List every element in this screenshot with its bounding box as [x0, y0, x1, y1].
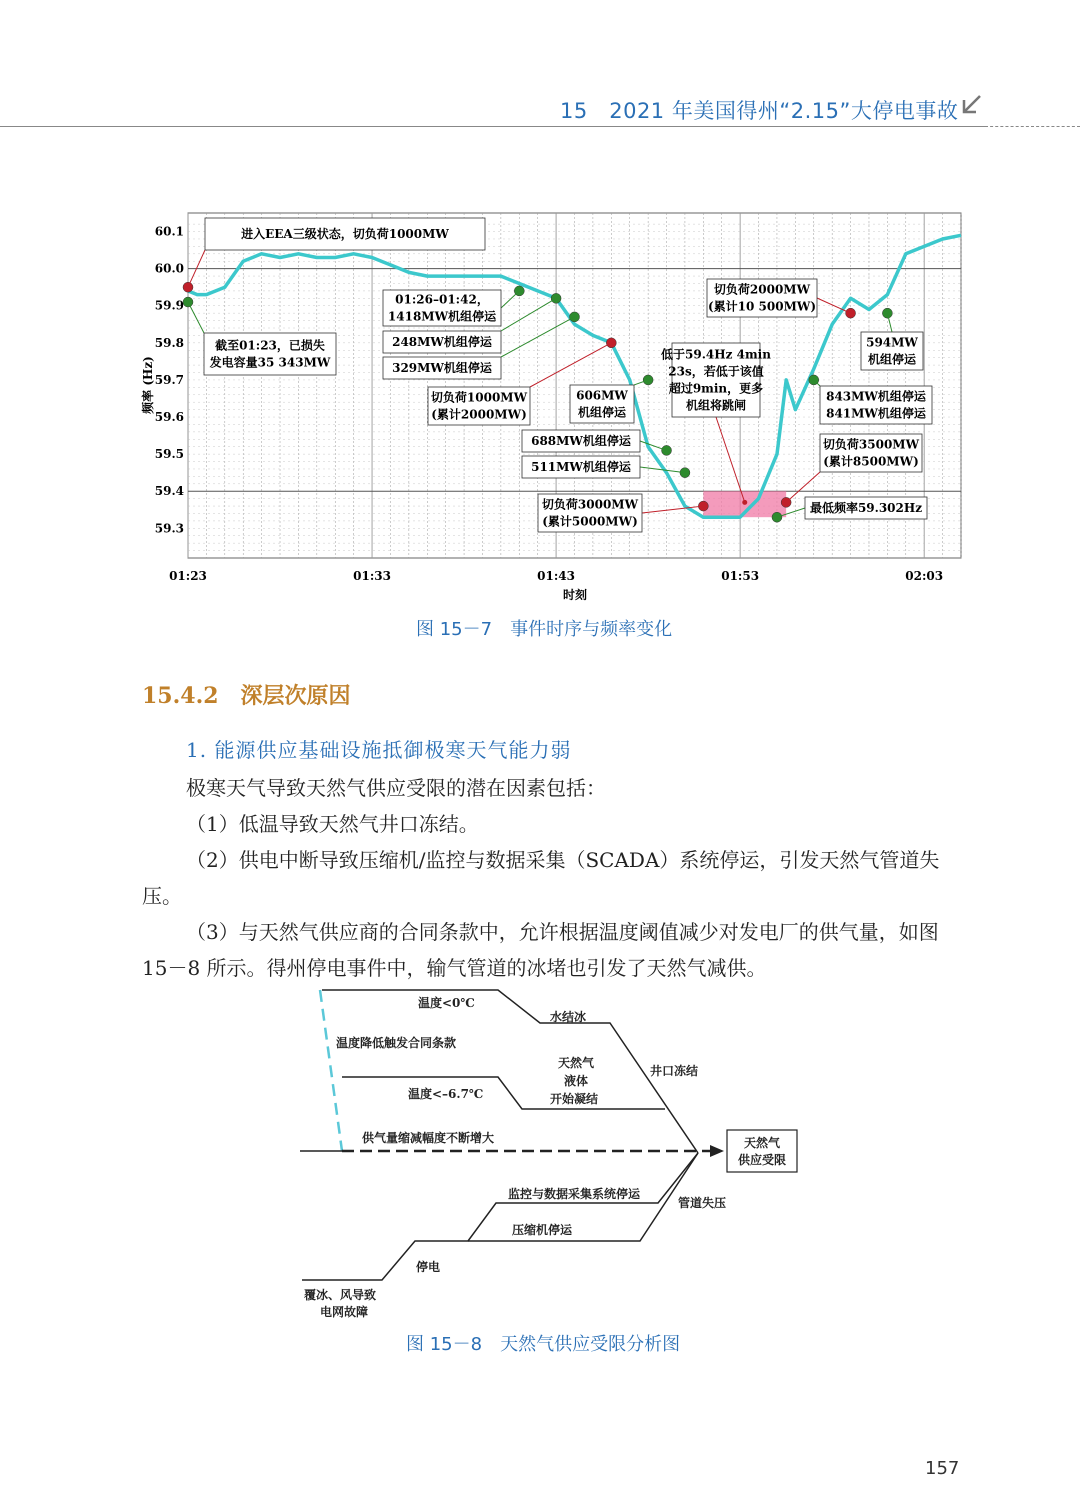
label-temp-below-6-7: 温度<–6.7℃: [408, 1087, 484, 1101]
label-icing-1: 覆冰、风导致: [304, 1288, 377, 1302]
temp67-path: [342, 1077, 665, 1109]
label-wellhead-freeze: 井口冻结: [650, 1064, 699, 1078]
y-tick-label: 59.5: [154, 447, 184, 462]
page-number: 157: [925, 1458, 960, 1479]
x-axis-ticks: [169, 569, 943, 583]
label-pipeline-pressure-loss: 管道失压: [678, 1196, 727, 1210]
header-rule-dashed: [985, 126, 1080, 127]
annotation-text: 23s，若低于该值: [668, 364, 764, 379]
annotation-text: 688MW机组停运: [531, 434, 631, 448]
x-tick-label: 02:03: [905, 569, 944, 583]
figure-caption-15-8: 图 15－8 天然气供应受限分析图: [406, 1334, 681, 1355]
annotation-text: 248MW机组停运: [392, 335, 492, 349]
y-tick-label: 60.0: [154, 261, 184, 276]
y-axis-label: 频率 (Hz): [141, 356, 155, 414]
label-water-freeze: 水结冰: [550, 1010, 587, 1024]
outage-path: [302, 1153, 698, 1280]
annotation-text: (累计5000MW): [542, 514, 638, 529]
x-tick-label: 01:23: [169, 569, 207, 583]
arrow-down-left-icon: [958, 92, 984, 118]
label-temp-below-0: 温度<0℃: [418, 996, 475, 1010]
annotation-text: 329MW机组停运: [392, 361, 492, 375]
annotation-text: (累计2000MW): [431, 407, 527, 422]
y-tick-label: 59.9: [154, 298, 184, 313]
y-tick-label: 59.8: [154, 335, 184, 350]
annotation-text: 843MW机组停运: [826, 389, 926, 404]
y-tick-label: 59.3: [154, 521, 184, 536]
paragraph: （3）与天然气供应商的合同条款中，允许根据温度阈值减少对发电厂的供气量，如图 15－8 所示。得州停电事件中，输气管道的冰堵也引发了天然气减供。: [142, 920, 939, 980]
annotation-text: 606MW: [576, 388, 628, 403]
temp-path: [322, 990, 698, 1153]
annotation-text: 511MW机组停运: [531, 460, 631, 474]
label-result-2: 供应受限: [737, 1153, 787, 1167]
figure-caption-15-7: 图 15－7 事件时序与频率变化: [416, 619, 673, 640]
y-tick-label: 59.6: [154, 410, 184, 425]
paragraph: （2）供电中断导致压缩机/监控与数据采集（SCADA）系统停运，引发天然气管道失压。: [142, 848, 940, 908]
annotation-text: 低于59.4Hz 4min: [661, 347, 771, 362]
paragraph: 极寒天气导致天然气供应受限的潜在因素包括：: [186, 776, 606, 800]
section-heading: 15.4.2 深层次原因: [142, 683, 351, 709]
annotation-text: 超过9min，更多: [668, 381, 764, 396]
header-rule: [0, 126, 985, 127]
label-icing-2: 电网故障: [320, 1305, 369, 1319]
event-marker: [882, 308, 892, 318]
x-tick-label: 01:53: [721, 569, 760, 583]
annotation-text: 594MW: [866, 335, 918, 350]
frequency-chart: [130, 205, 980, 605]
y-tick-label: 59.4: [154, 484, 184, 499]
annotation-text: 截至01:23，已损失: [215, 338, 325, 353]
label-result-1: 天然气: [743, 1136, 781, 1150]
annotation-text: 切负荷1000MW: [430, 390, 528, 405]
annotation-text: 机组停运: [867, 352, 917, 367]
label-contract-trigger: 温度降低触发合同条款: [336, 1036, 457, 1050]
x-tick-label: 01:43: [537, 569, 576, 583]
y-tick-label: 60.1: [154, 224, 184, 239]
label-gas-liquid-2: 液体: [564, 1074, 589, 1088]
event-marker: [662, 445, 672, 455]
gas-supply-diagram: [300, 985, 820, 1325]
annotation-text: 01:26–01:42，: [395, 292, 489, 307]
annotation-text: 进入EEA三级状态，切负荷1000MW: [241, 227, 449, 241]
annotation-text: 841MW机组停运: [826, 406, 926, 421]
annotation-text: 最低频率59.302Hz: [809, 501, 923, 515]
annotation-text: 1418MW机组停运: [387, 309, 497, 324]
annotation-text: 切负荷3000MW: [541, 497, 639, 512]
subsection-heading: 1. 能源供应基础设施抵御极寒天气能力弱: [186, 738, 572, 762]
annotation-text: 机组停运: [577, 405, 627, 420]
label-gas-liquid-3: 开始凝结: [550, 1092, 599, 1106]
annotation-text: 发电容量35 343MW: [209, 355, 331, 370]
arrow-right-icon: [710, 1145, 724, 1157]
y-axis-ticks: [155, 225, 184, 536]
label-power-outage: 停电: [416, 1260, 441, 1274]
label-compressor-outage: 压缩机停运: [512, 1223, 573, 1237]
x-axis-label: 时刻: [562, 588, 588, 602]
annotation-text: 切负荷3500MW: [822, 437, 920, 452]
x-tick-label: 01:33: [353, 569, 391, 583]
label-supply-reduction: 供气量缩减幅度不断增大: [362, 1131, 495, 1145]
annotation-text: (累计8500MW): [823, 454, 919, 469]
label-scada-outage: 监控与数据采集系统停运: [508, 1187, 641, 1201]
annotation-text: 切负荷2000MW: [713, 282, 811, 297]
label-gas-liquid-1: 天然气: [558, 1056, 595, 1070]
paragraph: （1）低温导致天然气井口冻结。: [186, 812, 479, 836]
trigger-dashed-line: [320, 990, 342, 1151]
y-tick-label: 59.7: [154, 372, 184, 387]
annotation-text: 机组将跳闸: [685, 398, 747, 413]
running-header-title: 15 2021 年美国得州“2.15”大停电事故: [560, 99, 959, 123]
annotation-text: (累计10 500MW): [707, 299, 817, 314]
